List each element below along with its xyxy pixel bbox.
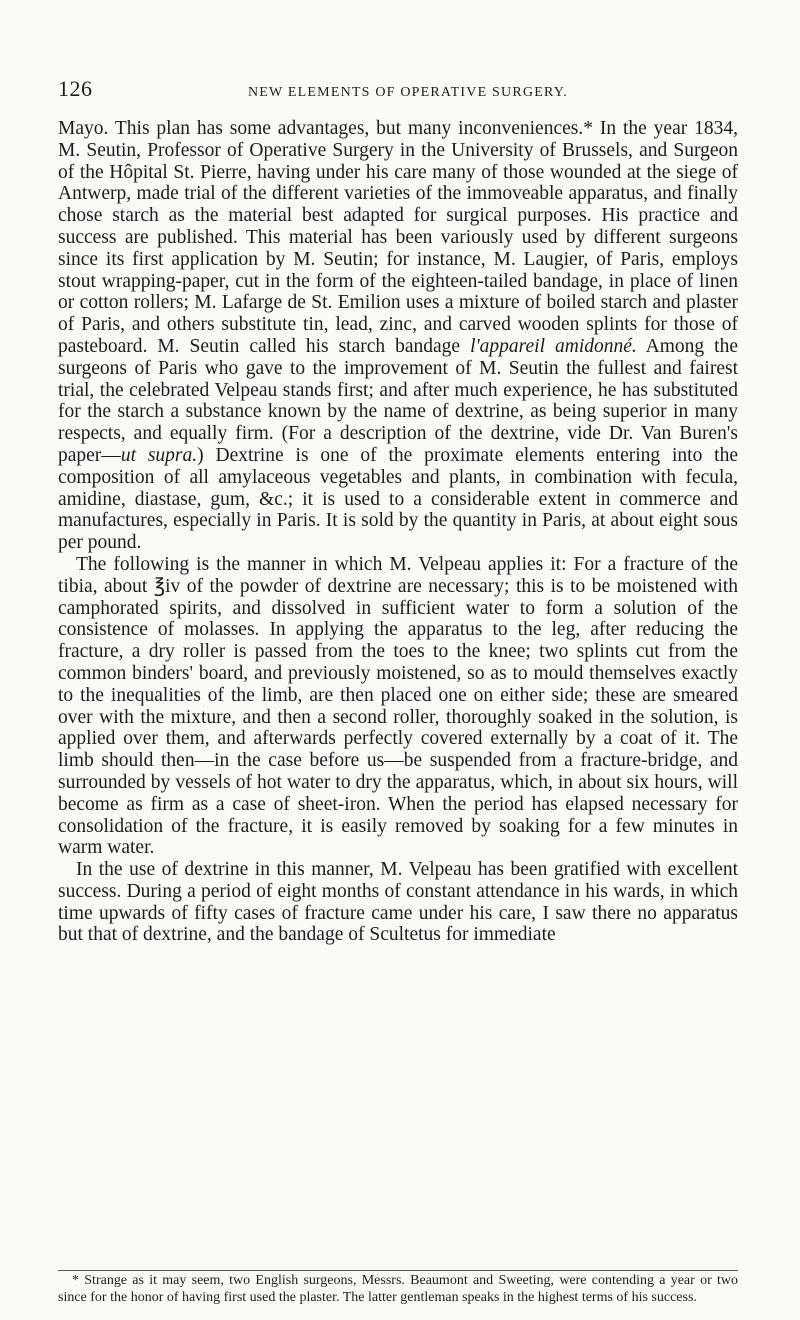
footnote bbox=[58, 1273, 738, 1306]
running-title: NEW ELEMENTS OF OPERATIVE SURGERY. bbox=[248, 85, 568, 100]
paragraph-3-part-1: In the use of dextrine in this manner, M. Velpeau has been gratified with excellent success. During a period of eight months of constant attendance in his wards, in which time upwards of fifty cases of fracture came under his care, I saw there no apparatus but that of dextrine, and the bandage of Scultetus for immediate bbox=[58, 859, 738, 946]
paragraph-1-part-2: l'appareil amidonné. bbox=[470, 335, 637, 357]
footnote-rule bbox=[58, 1270, 738, 1271]
paragraph-2 bbox=[58, 554, 738, 859]
paragraph-1-part-4: ut supra. bbox=[120, 444, 198, 466]
paragraph-1-part-3: Among the surgeons of Paris who gave to the improvement of M. Seutin the fullest and fairest trial, the celebrated Velpeau stands first; and after much experience, he has substituted for the starch a substance known by the name of dextrine, as being superior in many respects, and equally firm. (For a description of the dextrine, vide Dr. Van Buren's paper— bbox=[58, 335, 738, 466]
footnote-text: * Strange as it may seem, two English surgeons, Messrs. Beaumont and Sweeting, were contending a year or two since for the honor of having first used the plaster. The latter gentleman speaks in the highest terms of his success. bbox=[58, 1273, 738, 1305]
paragraph-2-part-1: The following is the manner in which M. Velpeau applies it: For a fracture of the tibia, about ℥iv of the powder of dextrine are necessary; this is to be moistened with camphorated spirits, and dissolved in sufficient water to form a solution of the consistence of molasses. In applying the apparatus to the leg, after reducing the fracture, a dry roller is passed from the toes to the knee; two splints cut from the common binders' board, and previously moistened, so as to mould themselves exactly to the inequalities of the limb, are then placed one on either side; these are smeared over with the mixture, and then a second roller, thoroughly soaked in the solution, is applied over them, and afterwards perfectly covered externally by a coat of it. The limb should then—in the case before us—be suspended from a fracture-bridge, and surrounded by vessels of hot water to dry the apparatus, which, in about six hours, will become as firm as a case of sheet-iron. When the period has elapsed necessary for consolidation of the fracture, it is easily removed by soaking for a few minutes in warm water. bbox=[58, 553, 738, 859]
paragraph-1-part-1: Mayo. This plan has some advantages, but many inconveniences.* In the year 1834, M. Seutin, Professor of Operative Surgery in the University of Brussels, and Surgeon of the Hôpital St. Pierre, having under his care many of those wounded at the siege of Antwerp, made trial of the different varieties of the immoveable apparatus, and finally chose starch as the material best adapted for surgical purposes. His practice and success are published. This material has been variously used by different surgeons since its first application by M. Seutin; for instance, M. Laugier, of Paris, employs stout wrapping-paper, cut in the form of the eighteen-tailed bandage, in place of linen or cotton rollers; M. Lafarge de St. Emilion uses a mixture of boiled starch and plaster of Paris, and others substitute tin, lead, zinc, and carved wooden splints for those of pasteboard. M. Seutin called his starch bandage bbox=[58, 118, 738, 357]
paragraph-3 bbox=[58, 859, 738, 946]
paragraph-1-part-5: ) Dextrine is one of the proximate elements entering into the composition of all amylaceous vegetables and plants, in combination with fecula, amidine, diastase, gum, &c.; it is used to a considerable extent in commerce and manufactures, especially in Paris. It is sold by the quantity in Paris, at about eight sous per pound. bbox=[58, 444, 738, 554]
page-header bbox=[58, 76, 738, 106]
paragraph-1 bbox=[58, 118, 738, 554]
body-text bbox=[58, 118, 738, 946]
page-number: 126 bbox=[58, 76, 93, 101]
